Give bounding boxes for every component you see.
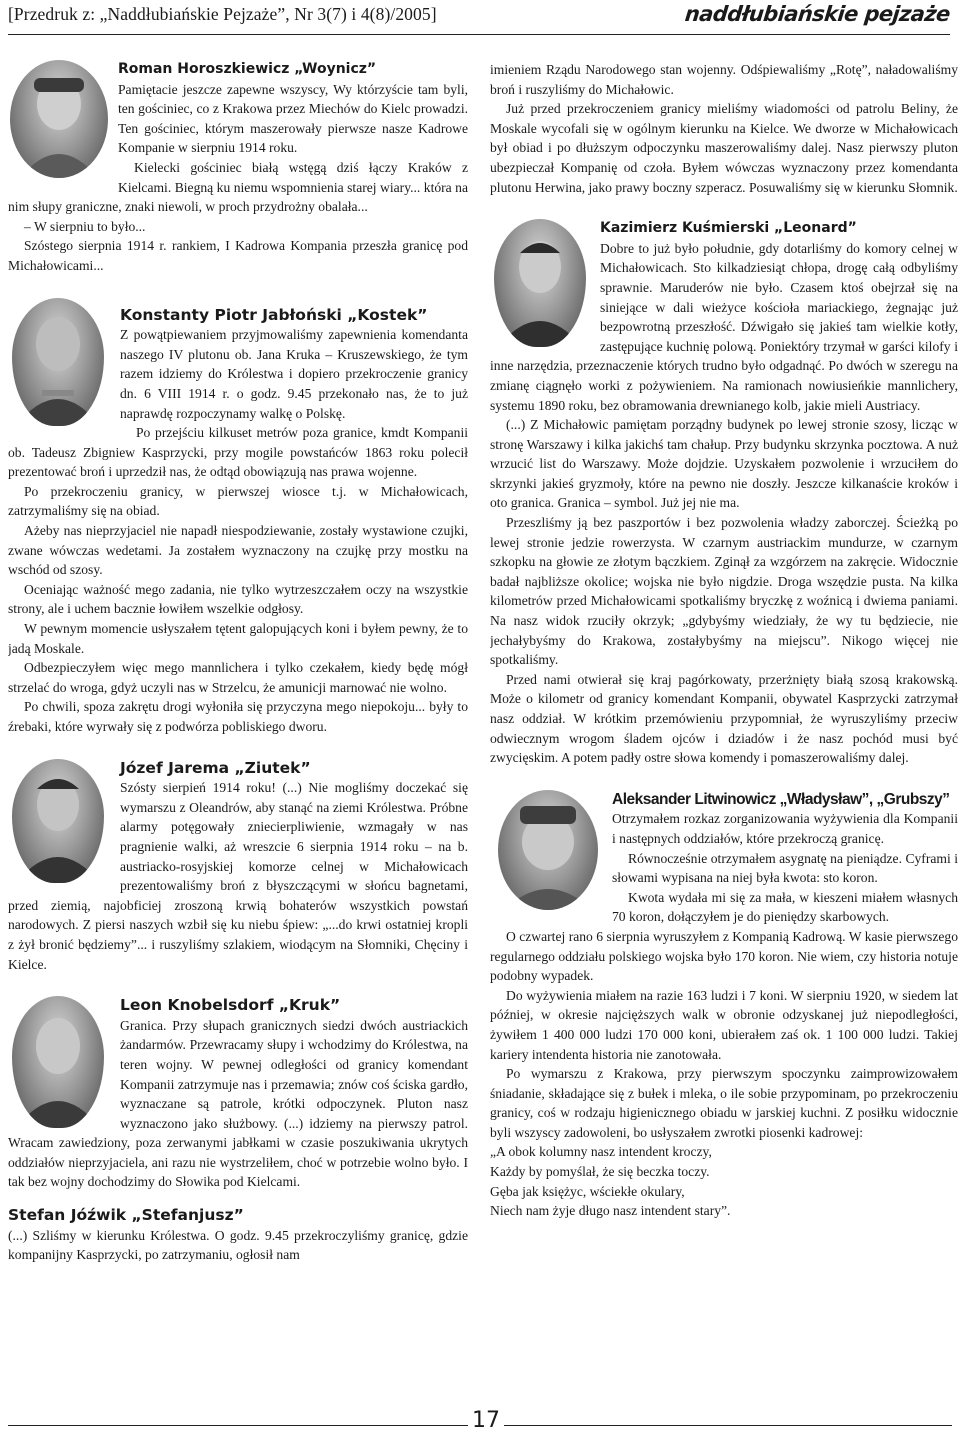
paragraph: Przed nami otwierał się kraj pagórkowaty, przerżnięty białą szosą krakowską. Może o kilometr od granicy komendant Kompanii, obywatel Kasprzycki zatrzymał nasz oddział. W krótkim przemówieniu przypomniał, że wyruszyliśmy przeciw odwiecznym wrogom śladem ojców i dziadów i że nasz pochód musi być zwycięskim. A potem padły ostre słowa komendy i pomaszerowaliśmy dalej. <box>490 671 958 766</box>
paragraph: imieniem Rządu Narodowego stan wojenny. Odśpiewaliśmy „Rotę”, naładowaliśmy broń i ruszyliśmy do Michałowic. <box>490 62 958 97</box>
author-name: Aleksander Litwinowicz „Władysław”, „Grubszy” <box>612 790 950 808</box>
section-knobelsdorf <box>8 996 468 1192</box>
portrait-kusmierski <box>494 219 586 347</box>
magazine-logo: naddłubiańskie pejzaże <box>676 2 951 26</box>
paragraph: – W sierpniu to było... <box>24 218 146 234</box>
portrait-jablonski <box>12 298 104 426</box>
section-kusmierski <box>490 219 958 768</box>
author-name: Konstanty Piotr Jabłoński „Kostek” <box>120 305 428 324</box>
verse-line: „A obok kolumny nasz intendent kroczy, <box>490 1144 712 1160</box>
paragraph: Pamiętacie jeszcze zapewne wszyscy, Wy którzyście tam byli, ten gościniec, co z Krakowa przez Miechów do Kielc prowadzi. Ten gościniec, którym maszerowały pierwsze nasze Kadrowe Kompanie w sierpniu 1914 roku. <box>118 81 468 156</box>
paragraph: Dobre to już było południe, gdy dotarliśmy do komory celnej w Michałowicach. Sto kilkadziesiąt chłopa, drogę całą odbyliśmy sprawnie. Maruderów nie było. Czasem ktoś obejrzał się na siniejące w dali wieżyce kościoła mariackiego, żegnając już bezpowrotną przeszłość. Dźwigało się jakieś tam wielkie kotły, zastępujące kuchnię polową. Poniektóry trzymał w garści kilofy i inne narzędzia, przeznaczenie których trudno było odgadnąć. Po dwóch w szeregu na zmianę ciągnęło worki z pożywieniem. Na ramionach nowiusieńkie mannlichery, systemu 1890 roku, bez obramowania drewnianego kolb, jakie mieli Austriacy. <box>490 240 958 413</box>
portrait-horoszkiewicz <box>10 60 108 178</box>
page-header <box>0 0 960 40</box>
paragraph: (...) Z Michałowic pamiętam porządny budynek po lewej stronie szosy, licząc w stronę Warszawy i kilka jakichś tam chałup. Przy budynku skrzynka pocztowa. A nuż wrzucić list do Warszawy. Może dojdzie. Uzyskałem pozwolenie i wrzuciłem do skrzynki jakieś gryzmoły, które na pewno nie doszły. Jeszcze kilkanaście kroków i oto granica. Granica – symbol. Już jej nie ma. <box>490 417 958 511</box>
paragraph: Po przekroczeniu granicy, w pierwszej wiosce t.j. w Michałowicach, zatrzymaliśmy się na obiad. <box>8 483 468 519</box>
verse-line: Każdy by pomyślał, że się beczka toczy. <box>490 1164 710 1180</box>
paragraph: Przeszliśmy ją bez paszportów i bez pozwolenia władzy zaborczej. Ścieżką po lewej stronie jedzie rowerzysta. W czarnym austriackim mundurze, w czarnym szkopku na głowie ze złotym bączkiem. Zginął za wzgórzem na zakręcie. Widocznie badał najbliższe okolice; wojska nie było nigdzie. Droga wszędzie pusta. Na kilka kilometrów przed Michałowicami spotkaliśmy bryczkę z woźnicą i dwiema paniami. Na nasz widok rzuciły okrzyk; „gdybyśmy wiedziały, że wy tu będziecie, nie jechałybyśmy do Krakowa, zostałybyśmy na miejscu”. Nikogo więcej nie spotkaliśmy. <box>490 515 958 668</box>
paragraph: O czwartej rano 6 sierpnia wyruszyłem z Kompanią Kadrową. W kasie pierwszego regularnego oddziału polskiego wojska było 170 koron. Nie wiem, czy historia notuje podobny wypadek. <box>490 928 958 984</box>
paragraph: Do wyżywienia miałem na razie 163 ludzi i 7 koni. W sierpniu 1920, w siedem lat później, w okresie najcięższych walk w obronie odzyskanej już niepodległości, żywiłem 1 400 000 ludzi 170 000 koni, ubierałem zaś ok. 1 100 000 ludzi. Takiej kariery intendenta historia nie zanotowała. <box>490 987 958 1062</box>
section-jozwik <box>8 1206 468 1265</box>
paragraph: Granica. Przy słupach granicznych siedzi dwóch austriackich żandarmów. Przewracamy słupy i wchodzimy do Królestwa, na teren wojny. W pewnej odległości od granicy komendant Kompanii zatrzymuje nas i przemawia; znów coś ściska gardło, wyznaczane są patrole, krótki odpoczynek. Pluton nasz wyznaczono jako służbowy. (...) idziemy na pierwszy patrol. Wracam zawiedziony, poza zerwanymi jabłkami w czasie poszukiwania ukrytych oddziałów nieprzyjaciela, ani razu nie wystrzeliłem, choć w potrzebie wolno było. I tak bez wojny dochodzimy do Słowika pod Kielcami. <box>8 1017 468 1190</box>
section-jarema <box>8 759 468 975</box>
paragraph: Otrzymałem rozkaz zorganizowania wyżywienia dla Kompanii i następnych oddziałów, które przekroczą granicę. <box>612 811 958 846</box>
page-number <box>468 1410 504 1435</box>
page-number-text: 17 <box>468 1408 504 1433</box>
song-verse <box>490 1142 958 1220</box>
header-rule <box>8 34 950 35</box>
author-name: Roman Horoszkiewicz „Woynicz” <box>118 61 377 77</box>
paragraph: Kwota wydała mi się za mała, w kieszeni miałem własnych 70 koron, dołączyłem je do pieniędzy skarbowych. <box>612 889 958 925</box>
author-name: Leon Knobelsdorf „Kruk” <box>120 996 341 1015</box>
reprint-note: [Przedruk z: „Naddłubiańskie Pejzaże”, Nr 3(7) i 4(8)/2005] <box>8 4 437 24</box>
paragraph: (...) Szliśmy w kierunku Królestwa. O godz. 9.45 przekroczyliśmy granicę, gdzie kompanijny Kasprzycki, po zatrzymaniu, ogłosił nam <box>8 1227 468 1263</box>
portrait-litwinowicz <box>498 790 598 910</box>
left-column <box>8 60 468 1265</box>
author-name: Kazimierz Kuśmierski „Leonard” <box>600 220 857 237</box>
paragraph: Po chwili, spoza zakrętu drogi wyłoniła się przyczyna mego niepokoju... były to źrebaki, które wyrwały się z podwórza pobliskiego dworu. <box>8 699 468 734</box>
author-name: Stefan Jóźwik „Stefanjusz” <box>8 1206 244 1225</box>
paragraph: Szóstego sierpnia 1914 r. rankiem, I Kadrowa Kompania przeszła granicę pod Michałowicami... <box>8 238 468 273</box>
paragraph: Kielecki gościniec białą wstęgą dziś łączy Kraków z Kielcami. Biegną ku niemu wspomnienia starej wiary... która na nim słupy graniczne, znaki niewoli, w proch przydrożny obalała... <box>8 159 468 215</box>
author-name: Józef Jarema „Ziutek” <box>120 758 311 777</box>
verse-line: Gęba jak księżyc, wściekłe okulary, <box>490 1183 685 1199</box>
paragraph: Równocześnie otrzymałem asygnatę na pieniądze. Cyframi i słowami wypisana na niej była kwota: sto koron. <box>612 850 958 886</box>
paragraph: Po przejściu kilkuset metrów poza granice, kmdt Kompanii ob. Tadeusz Zbigniew Kasprzycki, przy mogile powstańców 1863 roku polecił prezentować broń i uprzedził nas, że odtąd obowiązują nas prawa wojenne. <box>8 425 468 480</box>
right-column <box>490 60 958 1221</box>
portrait-jarema <box>12 759 104 883</box>
paragraph: Szósty sierpień 1914 roku! (...) Nie mogliśmy doczekać się wymarszu z Oleandrów, aby stanąć na ziemi Królestwa. Próbne alarmy potęgowały zniecierpliwienie, wzmagały w nas pragnienie walki, aż wreszcie 6 sierpnia 1914 roku – na b. austriacko-rosyjskiej komorze celnej w Michałowicach prezentowaliśmy broń z błyszczącymi w słońcu bagnetami, przed ziemią, najobficiej zroszoną krwią bohaterów wszystkich powstań narodowych. Z piersi naszych wzbił się ku niebu śpiew: „...do krwi ostatniej kropli z żył bronić będziemy”... i ruszyliśmy szlakiem, wiodącym na Słomniki, Chęciny i Kielce. <box>8 780 468 972</box>
verse-line: Niech nam żyje długo nasz intendent stary”. <box>490 1203 731 1219</box>
paragraph: Oceniając ważność mego zadania, nie tylko wytrzeszczałem oczy na wszystkie strony, ale i uchem bacznie łowiłem wszelkie odgłosy. <box>8 581 468 617</box>
section-horoszkiewicz <box>8 60 468 276</box>
paragraph: W pewnym momencie usłyszałem tętent galopujących koni i byłem pewny, że to jadą Moskale. <box>8 621 468 656</box>
paragraph: Po wymarszu z Krakowa, przy pierwszym spoczynku zaimprowizowałem śniadanie, składające się z bułek i mleka, o ile sobie przypominam, po przekroczeniu granicy, coś w rodzaju higienicznego obiadu w jarskiej kuchni. Z posiłku widocznie byli wszyscy zadowoleni, bo usłyszałem zwrotki piosenki kadrowej: <box>490 1066 958 1140</box>
paragraph: Już przed przekroczeniem granicy mieliśmy wiadomości od patrolu Beliny, że Moskale wycofali się w ogólnym kierunku na Kielce. We dworze w Michałowicach był obiad i po dłuższym odpoczynku maszerowaliśmy dalej. Nasz pierwszy pluton ubezpieczał Kompanię od czoła. Byłem wówczas wyznaczony przez komendanta plutonu Herwina, jako prawy boczny szperacz. Posuwaliśmy się w kierunku Słomnik. <box>490 101 958 195</box>
section-litwinowicz <box>490 790 958 1221</box>
paragraph: Odbezpieczyłem więc mego mannlichera i tylko czekałem, kiedy będę mógł strzelać do wroga, gdyż uczyli nas w Strzelcu, że amunicji marnować nie wolno. <box>8 660 468 695</box>
portrait-knobelsdorf <box>12 996 104 1128</box>
paragraph: Z powątpiewaniem przyjmowaliśmy zapewnienia komendanta naszego IV plutonu ob. Jana Kruka – Kruszewskiego, że tym razem idziemy do Królestwa i dopiero przekroczenie granicy dn. 6 VIII 1914 r. o godz. 9.45 przekonało nas, że to już naprawdę rozpoczynamy walkę o Polskę. <box>120 327 468 421</box>
section-jablonski <box>8 298 468 737</box>
paragraph: Ażeby nas nieprzyjaciel nie napadł niespodziewanie, zostały wystawione czujki, zwane wówczas wedetami. Ja zostałem wyznaczony na czujkę przy mostku na wschód od szosy. <box>8 523 468 578</box>
